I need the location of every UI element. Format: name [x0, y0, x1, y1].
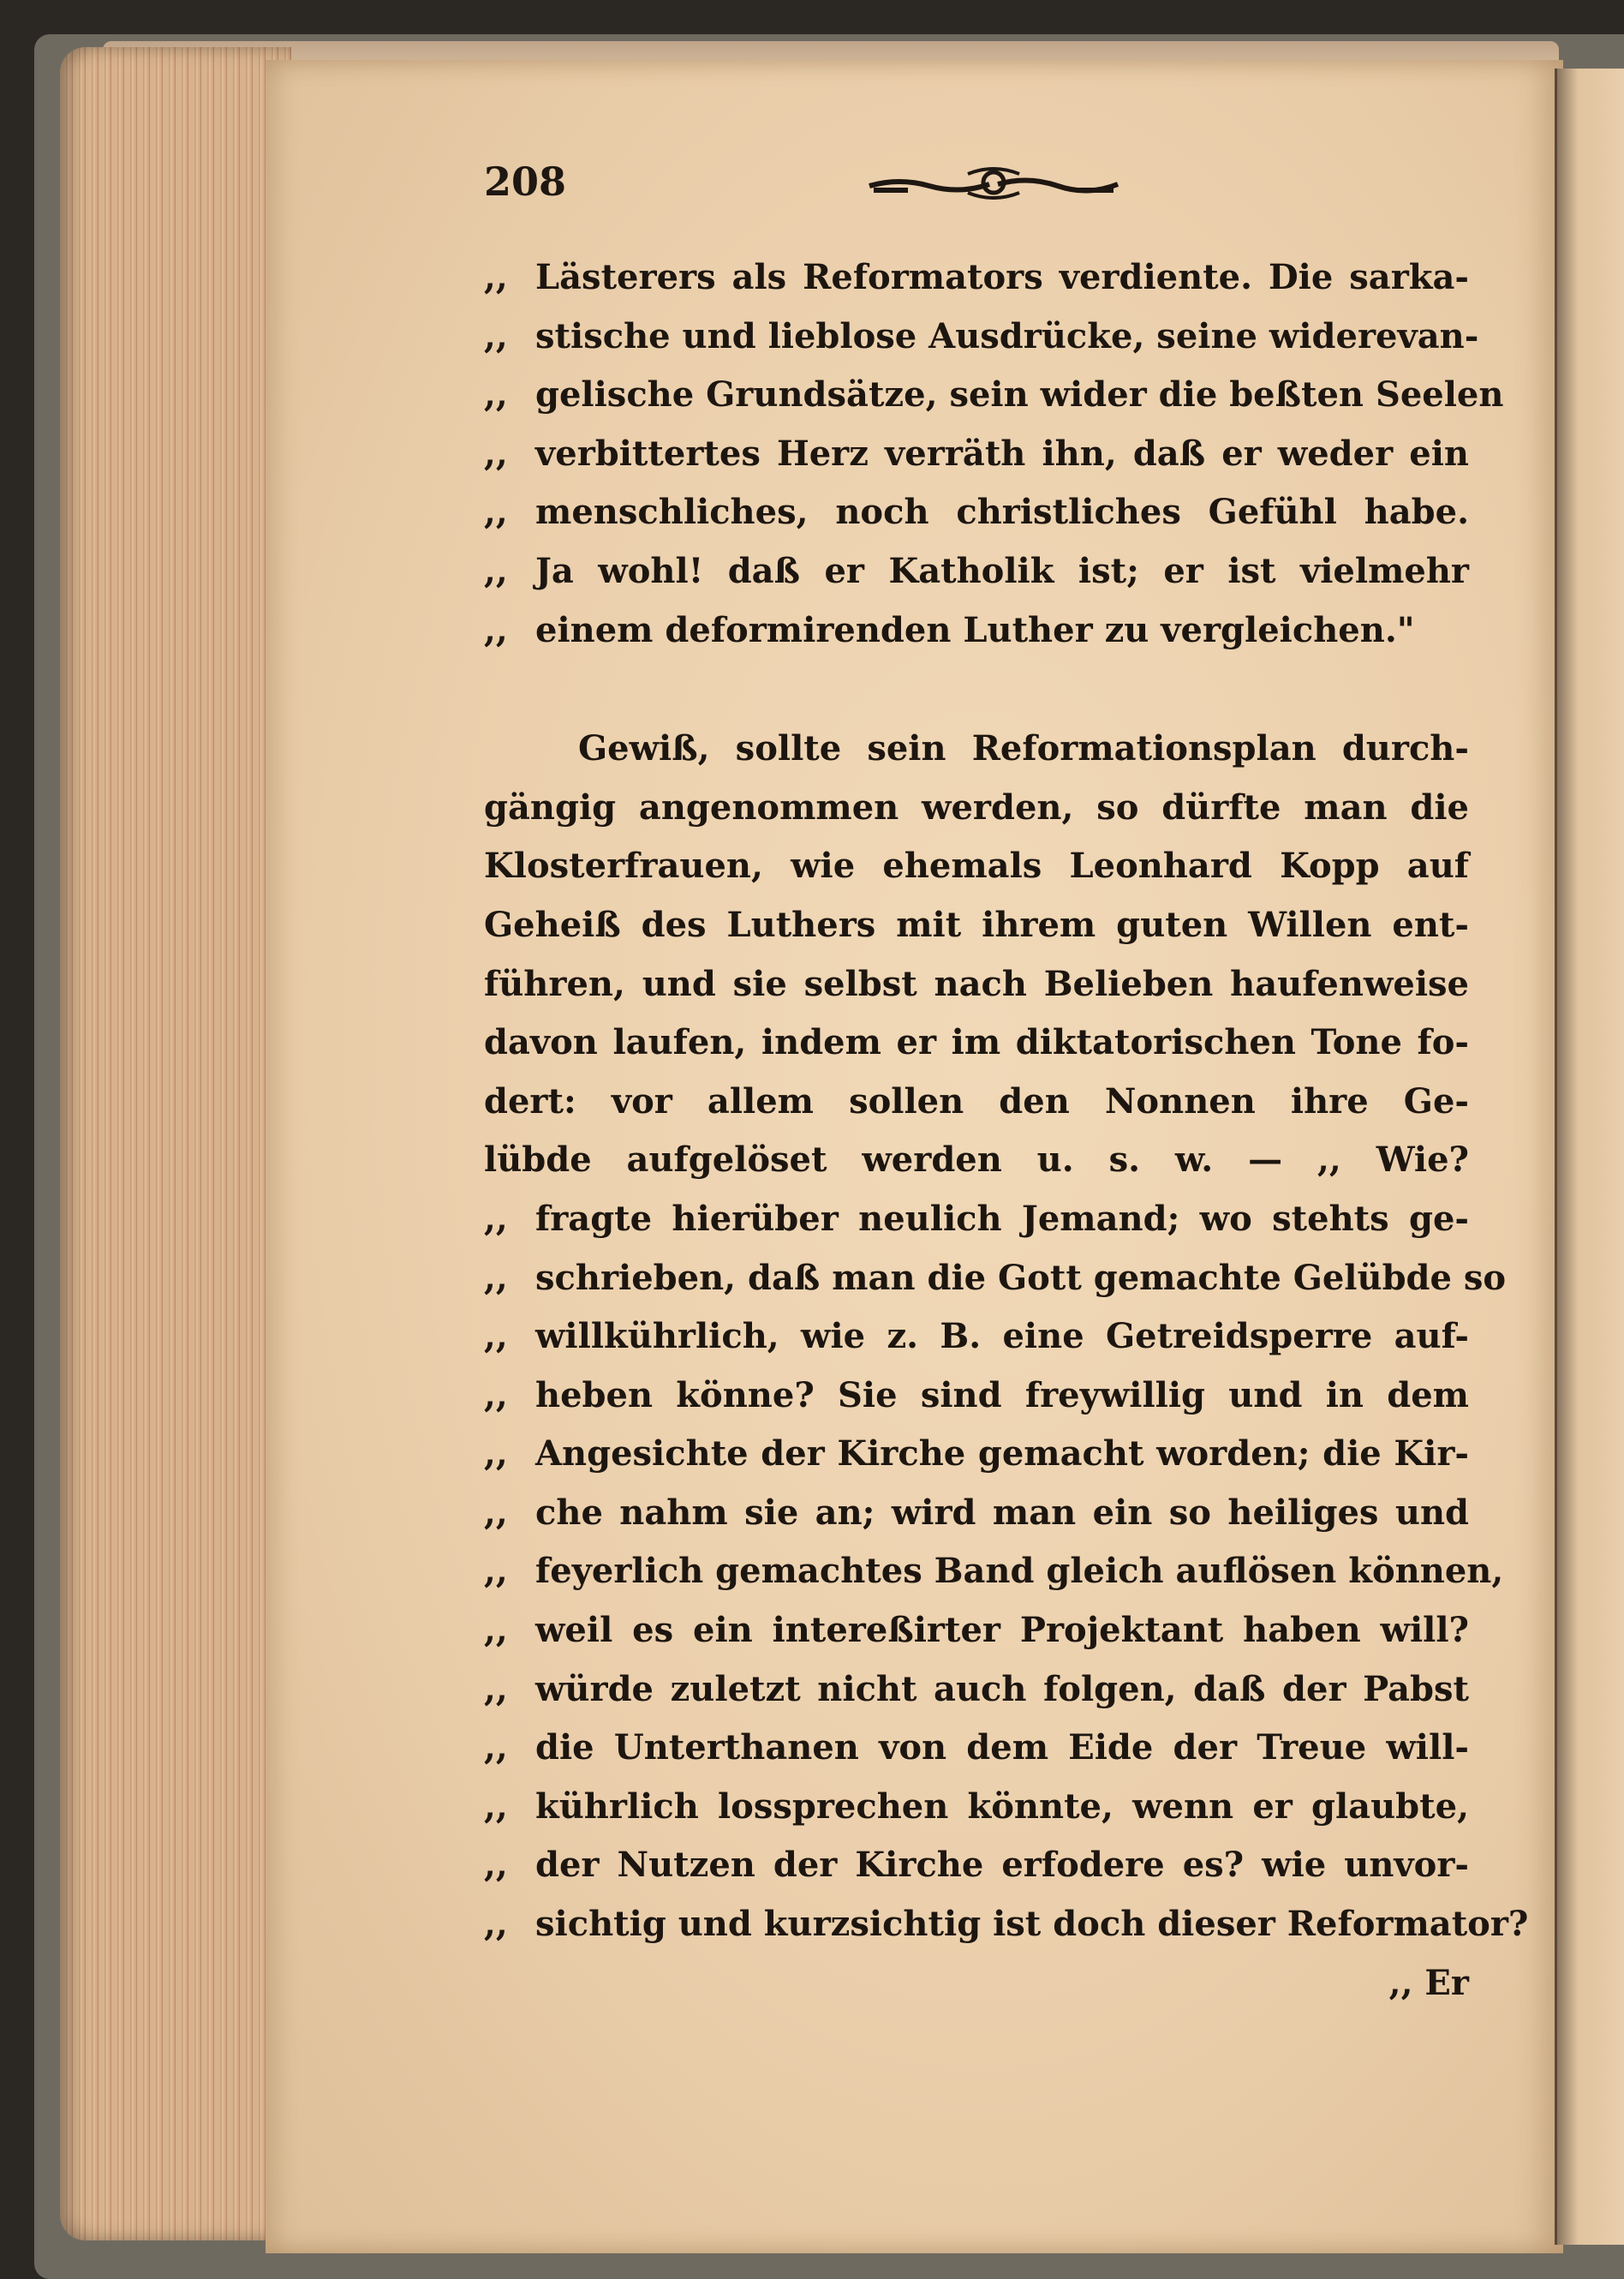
text-line [484, 1895, 1529, 1954]
quote-mark: ,, [484, 315, 508, 356]
text-line [484, 779, 1469, 838]
line-text: Lästerers als Reformators verdiente. Die sarka- [535, 257, 1469, 297]
line-text: weil es ein intereßirter Projektant haben will? [535, 1610, 1469, 1651]
line-text: verbittertes Herz verräth ihn, daß er weder ein [535, 433, 1469, 474]
text-line [484, 483, 1469, 542]
facing-page [1555, 69, 1624, 2245]
text-line [484, 1836, 1469, 1895]
quote-mark: ,, [484, 1316, 508, 1357]
quote-mark: ,, [484, 1727, 508, 1768]
text-line [484, 1249, 1507, 1308]
page-number: 208 [484, 159, 567, 205]
quote-mark: ,, [484, 1845, 508, 1886]
quote-mark: ,, [484, 1668, 508, 1709]
line-text: kührlich lossprechen könnte, wenn er glaubte, [535, 1786, 1469, 1827]
quote-mark: ,, [484, 1551, 508, 1592]
text-line [484, 1484, 1469, 1543]
quote-mark: ,, [484, 1786, 508, 1827]
text-line [484, 1367, 1469, 1426]
line-text: einem deformirenden Luther zu vergleichen." [535, 609, 1415, 650]
line-text: Angesichte der Kirche gemacht worden; die Kir- [535, 1433, 1469, 1474]
line-text: würde zuletzt nicht auch folgen, daß der Pabst [535, 1668, 1469, 1709]
text-line [484, 1073, 1469, 1132]
text-line [484, 1719, 1469, 1778]
text-line [484, 1307, 1469, 1367]
page-text [484, 248, 1529, 2013]
paragraph-1 [484, 248, 1504, 660]
page-header [484, 159, 1495, 218]
line-text: der Nutzen der Kirche erfodere es? wie unvor- [535, 1845, 1469, 1886]
quote-mark: ,, [484, 1198, 508, 1239]
text-line [484, 248, 1469, 308]
text-line [484, 1014, 1469, 1073]
line-text: stische und lieblose Ausdrücke, seine widerevan- [535, 315, 1479, 356]
text-line [484, 1601, 1469, 1660]
quote-mark: ,, [484, 1610, 508, 1651]
quote-mark: ,, [484, 1904, 508, 1945]
quote-mark: ,, [484, 1257, 508, 1298]
quote-mark: ,, [484, 1374, 508, 1415]
quote-mark: ,, [484, 1492, 508, 1533]
text-line [484, 896, 1469, 955]
text-line [484, 1190, 1469, 1249]
line-text: fragte hierüber neulich Jemand; wo stehts ge- [535, 1198, 1469, 1239]
text-line [484, 720, 1469, 779]
line-text: dert: vor allem sollen den Nonnen ihre Ge- [484, 1080, 1469, 1122]
quote-mark: ,, [484, 1433, 508, 1474]
line-text: sichtig und kurzsichtig ist doch dieser Reformator? [535, 1904, 1529, 1945]
line-text: gelische Grundsätze, sein wider die beßten Seelen [535, 374, 1504, 416]
line-text: gängig angenommen werden, so dürfte man die [484, 787, 1469, 828]
text-line [484, 425, 1469, 484]
line-text: willkührlich, wie z. B. eine Getreidsperre auf- [535, 1316, 1469, 1357]
text-line [484, 1425, 1469, 1484]
line-text: che nahm sie an; wird man ein so heiliges und [535, 1492, 1469, 1533]
line-text: Klosterfrauen, wie ehemals Leonhard Kopp auf [484, 846, 1469, 887]
paragraph-gap [484, 660, 1469, 720]
quote-mark: ,, [484, 492, 508, 533]
line-text: menschliches, noch christliches Gefühl habe. [535, 492, 1469, 533]
quote-mark: ,, [484, 550, 508, 591]
line-text: davon laufen, indem er im diktatorischen Tone fo- [484, 1022, 1469, 1063]
text-line [484, 601, 1469, 661]
paragraph-2 [484, 720, 1529, 1953]
line-text: Ja wohl! daß er Katholik ist; er ist vielmehr [535, 550, 1469, 591]
text-line [484, 1131, 1469, 1190]
text-line [484, 837, 1469, 896]
quote-mark: ,, [484, 374, 508, 416]
line-text: Gewiß, sollte sein Reformationsplan durch- [578, 728, 1469, 769]
line-text: Geheiß des Luthers mit ihrem guten Willen ent- [484, 904, 1469, 945]
line-text: lübde aufgelöset werden u. s. w. — ,, Wie? [484, 1140, 1469, 1181]
line-text: heben könne? Sie sind freywillig und in dem [535, 1374, 1469, 1415]
catchword: ,, Er [1388, 1962, 1469, 2003]
line-text: schrieben, daß man die Gott gemachte Gelübde so [535, 1257, 1507, 1298]
quote-mark: ,, [484, 257, 508, 297]
quote-mark: ,, [484, 609, 508, 650]
text-line [484, 955, 1469, 1014]
text-line [484, 1660, 1469, 1720]
text-line [484, 542, 1469, 601]
line-text: feyerlich gemachtes Band gleich auflösen können, [535, 1551, 1504, 1592]
text-line [484, 366, 1504, 425]
text-line [484, 1778, 1469, 1837]
page-edges [60, 47, 291, 2240]
quote-mark: ,, [484, 433, 508, 474]
text-line [484, 308, 1479, 367]
text-line [484, 1542, 1504, 1601]
line-text: die Unterthanen von dem Eide der Treue will- [535, 1727, 1469, 1768]
line-text: führen, und sie selbst nach Belieben haufenweise [484, 963, 1469, 1004]
ornament-rule-icon [865, 165, 1122, 200]
